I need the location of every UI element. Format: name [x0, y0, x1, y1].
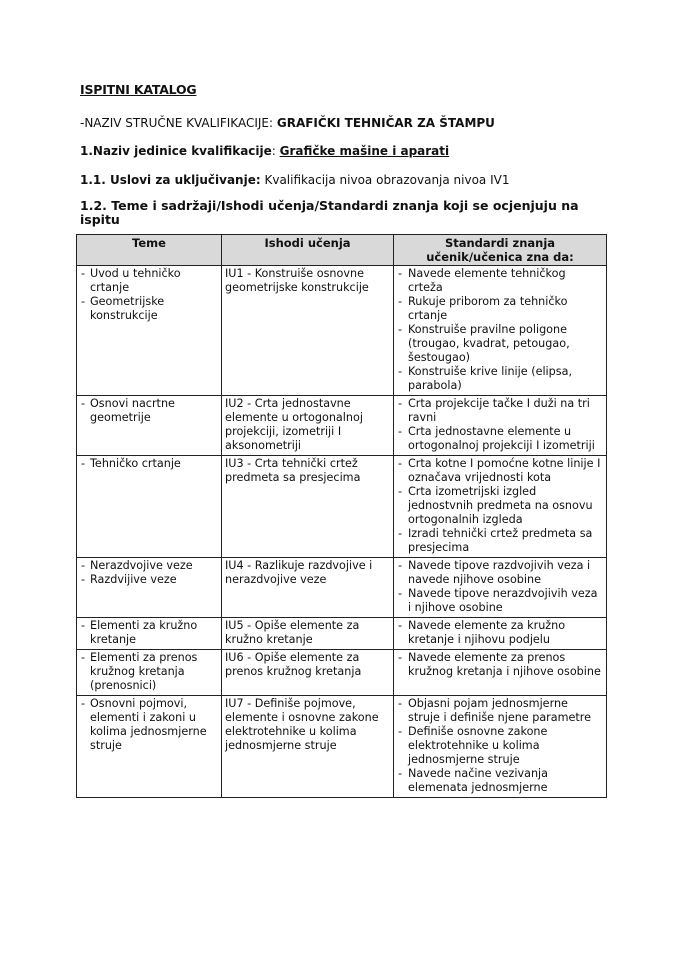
topic-item: - Nerazdvojive veze [80, 559, 218, 573]
table-row [77, 696, 607, 798]
header-topics: Teme [77, 235, 222, 266]
table-row [77, 456, 607, 558]
standard-item: - Navede tipove nerazdvojivih veza i njihove osobine [397, 587, 603, 615]
table-row [77, 266, 607, 396]
standard-item: - Navede elemente tehničkog crteža [397, 267, 603, 295]
topic-item: - Tehničko crtanje [80, 457, 218, 471]
unit-separator: : [271, 144, 280, 158]
header-standards: Standardi znanja učenik/učenica zna da: [394, 235, 607, 266]
outcome-cell: IU2 - Crta jednostavne elemente u ortogonalnoj projekciji, izometriji I aksonometriji [222, 396, 394, 456]
conditions-value: Kvalifikacija nivoa obrazovanja nivoa IV1 [260, 173, 510, 187]
standards-cell [394, 696, 607, 798]
topic-item: - Osnovi nacrtne geometrije [80, 397, 218, 425]
topic-item: - Uvod u tehničko crtanje [80, 267, 218, 295]
table-row [77, 558, 607, 618]
standard-item: - Objasni pojam jednosmjerne struje i definiše njene parametre [397, 697, 603, 725]
exam-table [76, 234, 607, 798]
standards-cell [394, 650, 607, 696]
qualification-line [80, 116, 495, 130]
outcome-cell: IU1 - Konstruiše osnovne geometrijske konstrukcije [222, 266, 394, 396]
standards-cell [394, 558, 607, 618]
standard-item: - Crta projekcije tačke I duži na tri ravni [397, 397, 603, 425]
standard-item: - Konstruiše krive linije (elipsa, parabola) [397, 365, 603, 393]
topic-item: - Osnovni pojmovi, elementi i zakoni u kolima jednosmjerne struje [80, 697, 218, 753]
catalog-title: ISPITNI KATALOG [80, 82, 197, 97]
topic-item: - Elementi za kružno kretanje [80, 619, 218, 647]
standard-item: - Navede elemente za prenos kružnog kretanja i njihove osobine [397, 651, 603, 679]
table-row [77, 618, 607, 650]
conditions-line [80, 173, 509, 187]
topic-cell [77, 618, 222, 650]
topic-cell [77, 696, 222, 798]
unit-label: 1.Naziv jedinice kvalifikacije [80, 144, 272, 158]
standard-item: - Crta kotne I pomoćne kotne linije I označava vrijednosti kota [397, 457, 603, 485]
table-row [77, 650, 607, 696]
topic-cell [77, 650, 222, 696]
outcome-cell: IU4 - Razlikuje razdvojive i nerazdvojive veze [222, 558, 394, 618]
outcome-cell: IU3 - Crta tehnički crtež predmeta sa presjecima [222, 456, 394, 558]
standard-item: - Crta jednostavne elemente u ortogonalnoj projekciji I izometriji [397, 425, 603, 453]
table-row [77, 396, 607, 456]
topic-item: - Geometrijske konstrukcije [80, 295, 218, 323]
qualification-value: GRAFIČKI TEHNIČAR ZA ŠTAMPU [276, 116, 495, 130]
standard-item: - Izradi tehnički crtež predmeta sa presjecima [397, 527, 603, 555]
standard-item: - Navede načine vezivanja elemenata jednosmjerne [397, 767, 603, 795]
topic-item: - Elementi za prenos kružnog kretanja (prenosnici) [80, 651, 218, 693]
unit-value: Grafičke mašine i aparati [279, 144, 450, 158]
standards-cell [394, 618, 607, 650]
standard-item: - Definiše osnovne zakone elektrotehnike u kolima jednosmjerne struje [397, 725, 603, 767]
topic-cell [77, 396, 222, 456]
standard-item: - Navede elemente za kružno kretanje i njihovu podjelu [397, 619, 603, 647]
standard-item: - Navede tipove razdvojivih veza i navede njihove osobine [397, 559, 603, 587]
outcome-cell: IU5 - Opiše elemente za kružno kretanje [222, 618, 394, 650]
unit-line [80, 144, 449, 158]
outcome-cell: IU6 - Opiše elemente za prenos kružnog kretanja [222, 650, 394, 696]
qualification-label: -NAZIV STRUČNE KVALIFIKACIJE: [80, 116, 277, 130]
standard-item: - Rukuje priborom za tehničko crtanje [397, 295, 603, 323]
header-outcomes: Ishodi učenja [222, 235, 394, 266]
conditions-label: 1.1. Uslovi za uključivanje: [80, 173, 261, 187]
table-header-row [77, 235, 607, 266]
standards-cell [394, 266, 607, 396]
standards-cell [394, 456, 607, 558]
topic-cell [77, 456, 222, 558]
standard-item: - Konstruiše pravilne poligone (trougao, kvadrat, petougao, šestougao) [397, 323, 603, 365]
topic-item: - Razdvijive veze [80, 573, 218, 587]
table-body [77, 266, 607, 798]
standards-cell [394, 396, 607, 456]
topic-cell [77, 558, 222, 618]
outcome-cell: IU7 - Definiše pojmove, elemente i osnovne zakone elektrotehnike u kolima jednosmjerne struje [222, 696, 394, 798]
topic-cell [77, 266, 222, 396]
standard-item: - Crta izometrijski izgled jednostvnih predmeta na osnovu ortogonalnih izgleda [397, 485, 603, 527]
section-heading: 1.2. Teme i sadržaji/Ishodi učenja/Standardi znanja koji se ocjenjuju na ispitu [80, 198, 579, 227]
